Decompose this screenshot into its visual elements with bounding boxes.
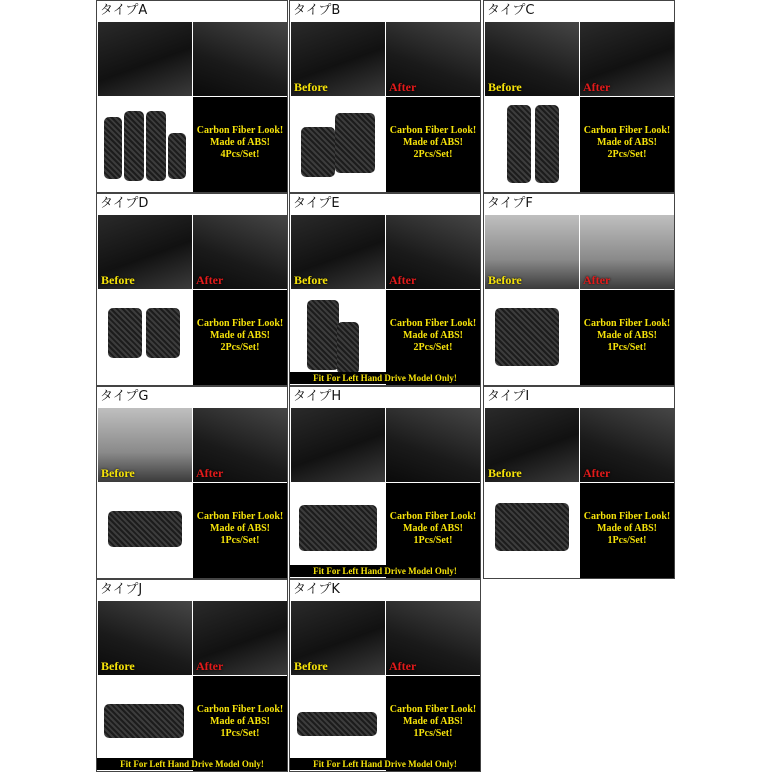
variant-panel[interactable] [289,193,481,386]
before-tag: Before [294,80,328,94]
spec-line: Carbon Fiber Look! [389,511,477,522]
spec-line: 2Pcs/Set! [607,149,647,160]
fitment-note: Fit For Left Hand Drive Model Only! [290,565,480,577]
before-tag: Before [488,80,522,94]
product-image [98,483,192,578]
carbon-trim-piece [495,503,569,551]
variant-panel[interactable] [483,386,675,579]
variant-panel[interactable] [96,386,288,579]
spec-text [386,125,480,161]
spec-line: 1Pcs/Set! [220,728,260,739]
product-image [98,97,192,192]
spec-line: Made of ABS! [210,523,270,534]
before-photo [485,22,579,96]
spec-line: Carbon Fiber Look! [583,318,671,329]
spec-box [193,483,287,578]
after-photo [193,408,287,482]
before-photo [98,215,192,289]
spec-box [386,97,480,192]
after-tag: After [196,659,224,673]
after-tag: After [389,659,417,673]
variant-panel[interactable] [289,386,481,579]
before-photo [485,215,579,289]
spec-box [580,97,674,192]
product-image [291,290,385,385]
spec-line: Carbon Fiber Look! [196,511,284,522]
carbon-trim-piece [168,133,186,179]
carbon-trim-piece [124,111,144,181]
product-image [485,97,579,192]
spec-text [580,511,674,547]
product-image [98,676,192,771]
variant-panel[interactable] [483,0,675,193]
spec-line: 1Pcs/Set! [607,535,647,546]
spec-line: Carbon Fiber Look! [389,704,477,715]
carbon-trim-piece [307,300,339,370]
carbon-trim-piece [495,308,559,366]
product-image [485,290,579,385]
spec-line: Made of ABS! [597,137,657,148]
variant-label: タイプD [97,194,287,214]
product-image [291,676,385,771]
before-tag: Before [488,466,522,480]
after-photo [386,215,480,289]
variant-panel[interactable] [96,579,288,772]
spec-text [193,704,287,740]
variant-label: タイプA [97,1,287,21]
spec-line: Made of ABS! [403,330,463,341]
spec-text [386,318,480,354]
carbon-trim-piece [535,105,559,183]
product-image [98,290,192,385]
spec-line: 4Pcs/Set! [220,149,260,160]
after-photo [193,601,287,675]
spec-text [580,318,674,354]
spec-line: 1Pcs/Set! [220,535,260,546]
spec-line: 1Pcs/Set! [413,535,453,546]
after-photo [580,22,674,96]
variant-label: タイプC [484,1,674,21]
variant-panel[interactable] [289,0,481,193]
carbon-trim-piece [108,511,182,547]
before-tag: Before [101,659,135,673]
spec-box [580,290,674,385]
after-tag: After [196,466,224,480]
spec-box [386,290,480,385]
spec-line: Made of ABS! [403,523,463,534]
before-photo [98,601,192,675]
product-image [291,97,385,192]
spec-line: Made of ABS! [597,330,657,341]
carbon-trim-piece [297,712,377,736]
carbon-trim-piece [299,505,377,551]
carbon-trim-piece [146,111,166,181]
after-photo [386,601,480,675]
variant-panel[interactable] [96,193,288,386]
before-photo [98,408,192,482]
spec-line: Carbon Fiber Look! [583,511,671,522]
variant-panel[interactable] [96,0,288,193]
spec-text [193,511,287,547]
spec-text [386,704,480,740]
spec-line: 2Pcs/Set! [220,342,260,353]
spec-box [580,483,674,578]
after-tag: After [583,466,611,480]
spec-line: 1Pcs/Set! [607,342,647,353]
before-photo [485,408,579,482]
spec-text [193,318,287,354]
carbon-trim-piece [507,105,531,183]
before-tag: Before [294,659,328,673]
spec-box [193,290,287,385]
variant-label: タイプI [484,387,674,407]
spec-line: Carbon Fiber Look! [196,318,284,329]
before-photo [291,601,385,675]
variant-label: タイプG [97,387,287,407]
carbon-trim-piece [337,322,359,374]
product-variant-grid [96,0,676,772]
spec-line: Made of ABS! [210,716,270,727]
after-photo [580,215,674,289]
fitment-note: Fit For Left Hand Drive Model Only! [290,758,480,770]
before-photo [291,22,385,96]
variant-label: タイプJ [97,580,287,600]
spec-line: Carbon Fiber Look! [583,125,671,136]
spec-line: Carbon Fiber Look! [196,125,284,136]
before-tag: Before [101,466,135,480]
variant-label: タイプK [290,580,480,600]
spec-box [386,676,480,771]
after-tag: After [196,273,224,287]
before-photo [291,215,385,289]
variant-label: タイプH [290,387,480,407]
spec-box [193,97,287,192]
spec-box [386,483,480,578]
after-tag: After [583,80,611,94]
spec-line: Made of ABS! [210,137,270,148]
spec-line: 2Pcs/Set! [413,149,453,160]
before-photo [291,408,385,482]
variant-panel[interactable] [483,193,675,386]
carbon-trim-piece [335,113,375,173]
spec-line: Carbon Fiber Look! [389,125,477,136]
carbon-trim-piece [104,117,122,179]
after-tag: After [389,273,417,287]
spec-line: Made of ABS! [403,137,463,148]
after-photo [386,22,480,96]
spec-line: Made of ABS! [403,716,463,727]
after-photo [386,408,480,482]
spec-box [193,676,287,771]
after-tag: After [389,80,417,94]
after-photo [580,408,674,482]
spec-line: 1Pcs/Set! [413,728,453,739]
spec-line: 2Pcs/Set! [413,342,453,353]
carbon-trim-piece [301,127,335,177]
spec-line: Carbon Fiber Look! [389,318,477,329]
after-tag: After [583,273,611,287]
spec-text [193,125,287,161]
product-image [291,483,385,578]
before-photo [98,22,192,96]
carbon-trim-piece [104,704,184,738]
after-photo [193,22,287,96]
variant-label: タイプF [484,194,674,214]
variant-label: タイプB [290,1,480,21]
spec-line: Made of ABS! [597,523,657,534]
spec-line: Made of ABS! [210,330,270,341]
carbon-trim-piece [146,308,180,358]
spec-text [386,511,480,547]
spec-line: Carbon Fiber Look! [196,704,284,715]
before-tag: Before [488,273,522,287]
before-tag: Before [294,273,328,287]
after-photo [193,215,287,289]
variant-label: タイプE [290,194,480,214]
spec-text [580,125,674,161]
carbon-trim-piece [108,308,142,358]
product-image [485,483,579,578]
before-tag: Before [101,273,135,287]
variant-panel[interactable] [289,579,481,772]
fitment-note: Fit For Left Hand Drive Model Only! [290,372,480,384]
fitment-note: Fit For Left Hand Drive Model Only! [97,758,287,770]
